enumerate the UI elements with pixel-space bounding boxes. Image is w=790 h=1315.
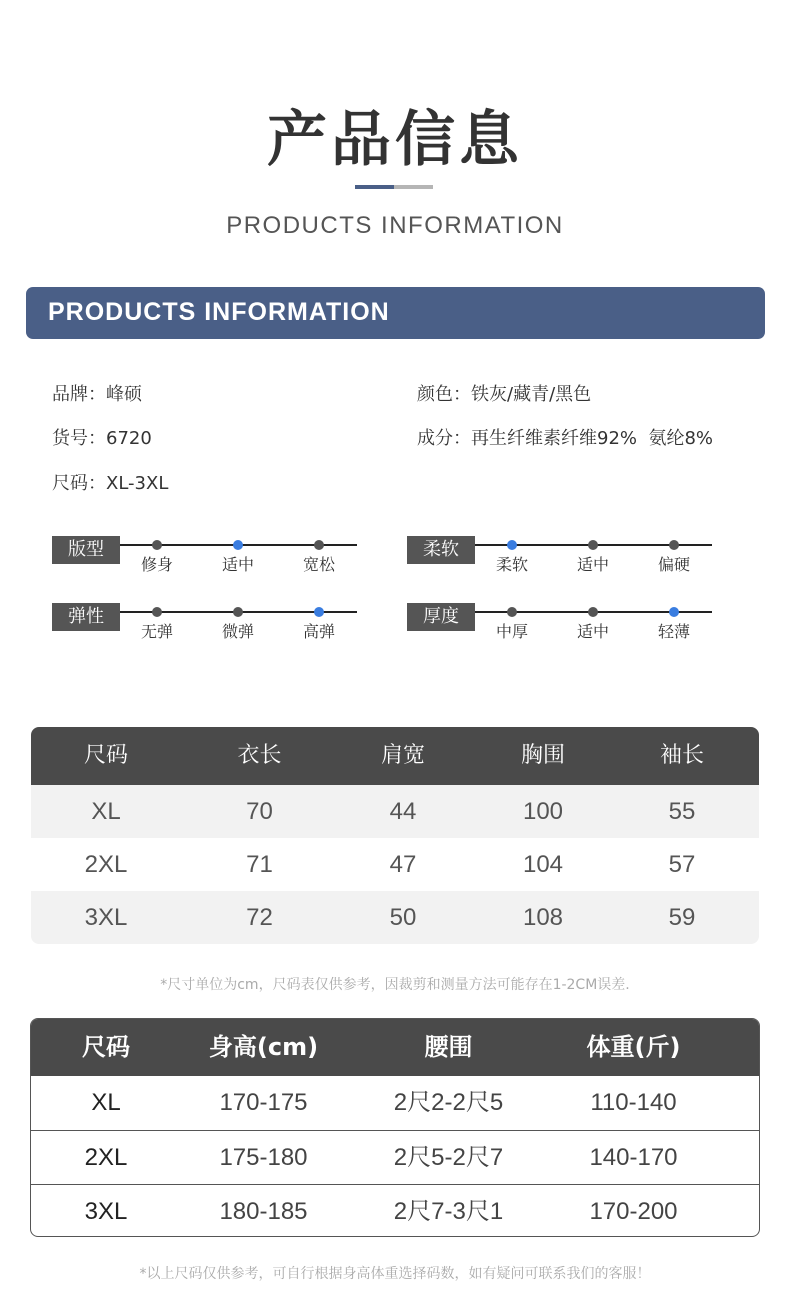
fit-table-cell: 2尺2-2尺5 [393,1089,504,1116]
attr-thickness-dot-1 [507,607,517,617]
attr-fit-dot-1 [152,540,162,550]
size-table-cell: 55 [668,798,696,825]
info-item-no-value: 6720 [106,428,152,449]
attr-softness-dot-1 [507,540,517,550]
size-table-cell: 50 [389,904,417,931]
size-table-cell: XL [91,798,121,825]
attr-thickness-option-2: 适中 [576,622,609,641]
attr-softness-label: 柔软 [407,536,475,564]
size-table-cell: 2XL [84,851,128,878]
size-table-cell: 44 [389,798,417,825]
info-brand-label: 品牌： [52,384,106,405]
size-table-header-cell: 尺码 [83,743,128,768]
attr-elasticity [52,603,357,643]
info-banner [26,287,765,339]
fit-table-cell: 170-200 [589,1198,678,1225]
info-color-value: 铁灰/藏青/黑色 [471,384,592,405]
size-table-header-cell: 胸围 [520,743,565,768]
attr-thickness-label: 厚度 [407,603,475,631]
attr-elasticity-dot-3 [314,607,324,617]
fit-table-cell: 2尺5-2尺7 [393,1144,504,1171]
fit-table-cell: 3XL [84,1198,128,1225]
info-size-label: 尺码： [52,473,106,494]
size-table-cell: 57 [668,851,696,878]
fit-table-cell: XL [91,1089,121,1116]
info-brand-value: 峰硕 [106,384,142,405]
size-table-cell: 59 [668,904,696,931]
size-table-cell: 104 [522,851,564,878]
info-material [417,424,713,450]
size-table-row [31,838,759,891]
attr-softness-option-2: 适中 [576,555,609,574]
info-material-label: 成分： [417,428,471,449]
size-table-cell: 70 [246,798,273,825]
attr-softness-dot-3 [669,540,679,550]
fit-table-header [31,1019,760,1076]
size-table-cell: 100 [522,798,564,825]
size-table-cell: 72 [246,904,273,931]
attr-elasticity-option-1: 无弹 [140,622,173,641]
page-title: 产品信息 [267,105,523,175]
fit-table-cell: 140-170 [589,1144,678,1171]
attr-softness [407,536,712,576]
attr-elasticity-dot-2 [233,607,243,617]
info-item-no [52,424,152,450]
fit-table-cell: 180-185 [219,1198,308,1225]
attr-softness-option-3: 偏硬 [657,555,690,574]
info-size-value: XL-3XL [106,473,169,494]
fit-table-header-cell: 尺码 [82,1033,130,1061]
size-table-header-cell: 袖长 [659,743,704,768]
attr-elasticity-label: 弹性 [52,603,120,631]
fit-table-row [31,1076,760,1130]
fit-table-cell: 110-140 [590,1089,677,1116]
divider-accent [355,185,394,189]
attr-elasticity-option-2: 微弹 [221,622,254,641]
fit-table-cell: 170-175 [219,1089,308,1116]
size-table [31,727,759,944]
divider-gray [394,185,433,189]
fit-table-header-cell: 体重(斤) [586,1033,681,1061]
attr-fit-option-1: 修身 [140,555,173,574]
fit-table [30,1018,760,1237]
fit-table-cell: 2尺7-3尺1 [393,1198,504,1225]
attr-thickness-dot-2 [588,607,598,617]
attr-softness-option-1: 柔软 [495,555,528,574]
fit-table-cell: 2XL [84,1144,128,1171]
fit-table-row [31,1184,760,1237]
fit-table-header-cell: 腰围 [424,1033,473,1061]
attr-thickness-dot-3 [669,607,679,617]
size-table-cell: 3XL [84,904,128,931]
attr-fit-label: 版型 [52,536,120,564]
size-note: *尺寸单位为cm，尺码表仅供参考，因裁剪和测量方法可能存在1-2CM误差. [160,977,630,993]
attr-thickness [407,603,712,643]
attr-fit [52,536,357,576]
info-material-value: 再生纤维素纤维92% 氨纶8% [471,428,714,449]
fit-note: *以上尺码仅供参考，可自行根据身高体重选择码数，如有疑问可联系我们的客服！ [139,1266,651,1282]
attr-softness-dot-2 [588,540,598,550]
info-color-label: 颜色： [417,384,471,405]
attr-fit-dot-2 [233,540,243,550]
size-table-header-cell: 衣长 [237,743,282,768]
size-table-cell: 47 [389,851,417,878]
info-item-no-label: 货号： [52,428,106,449]
attr-thickness-option-3: 轻薄 [657,622,690,641]
banner-label: PRODUCTS INFORMATION [48,298,390,326]
attr-fit-dot-3 [314,540,324,550]
page-subtitle: PRODUCTS INFORMATION [226,212,564,239]
attr-fit-option-2: 适中 [221,555,254,574]
title-divider [355,185,433,189]
fit-table-row [31,1130,760,1184]
size-table-row [31,785,759,838]
info-color [417,380,591,406]
attr-thickness-option-1: 中厚 [495,622,528,641]
attr-fit-option-3: 宽松 [302,555,335,574]
attr-elasticity-dot-1 [152,607,162,617]
size-table-header [31,727,759,785]
info-size [52,469,168,495]
size-table-row [31,891,759,944]
size-table-cell: 108 [522,904,564,931]
size-table-cell: 71 [246,851,273,878]
info-brand [52,380,142,406]
attr-elasticity-option-3: 高弹 [302,622,335,641]
size-table-header-cell: 肩宽 [380,743,425,768]
fit-table-header-cell: 身高(cm) [208,1033,319,1061]
fit-table-cell: 175-180 [219,1144,308,1171]
